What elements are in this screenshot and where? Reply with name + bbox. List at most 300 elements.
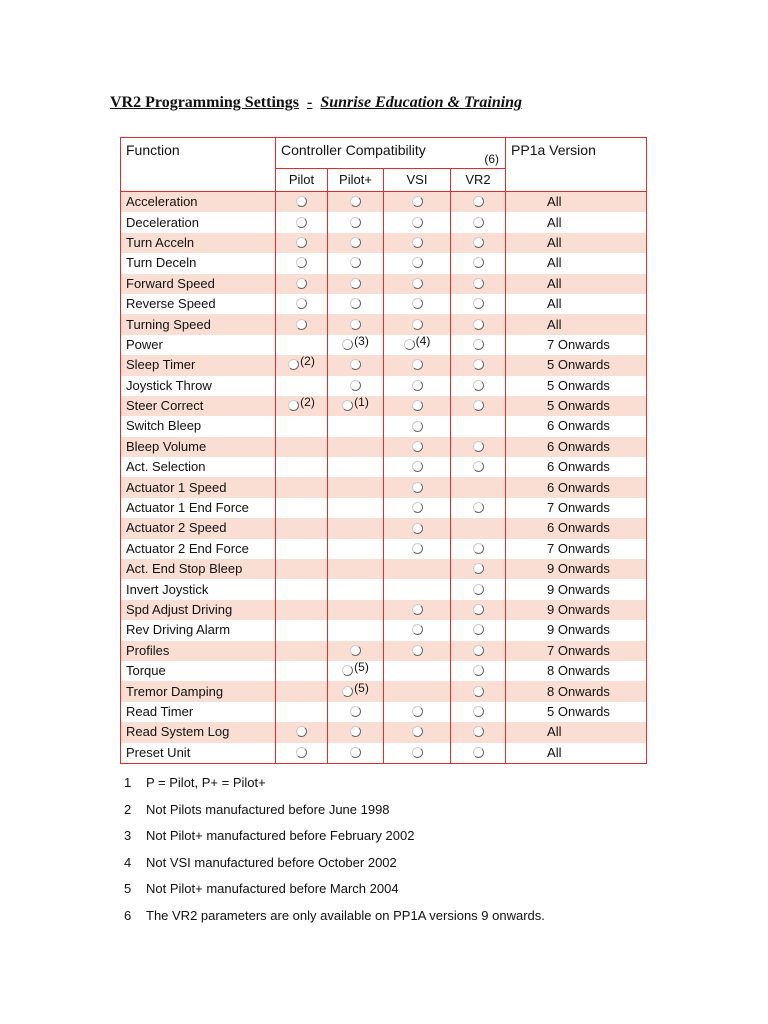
function-cell: Turn Acceln bbox=[121, 233, 276, 253]
function-cell: Steer Correct bbox=[121, 396, 276, 416]
radio-circle-icon bbox=[296, 196, 307, 207]
vsi-cell bbox=[384, 314, 451, 334]
header-compatibility bbox=[276, 138, 506, 169]
vsi-cell bbox=[384, 661, 451, 681]
pilot-plus-cell bbox=[328, 314, 384, 334]
vsi-cell bbox=[384, 539, 451, 559]
table-row bbox=[121, 253, 647, 273]
footnote-text: P = Pilot, P+ = Pilot+ bbox=[146, 775, 266, 790]
footnote-text: Not Pilots manufactured before June 1998 bbox=[146, 801, 390, 817]
radio-circle-icon bbox=[296, 217, 307, 228]
table-body bbox=[121, 192, 647, 764]
function-cell: Read Timer bbox=[121, 702, 276, 722]
vsi-cell bbox=[384, 192, 451, 213]
vr2-cell bbox=[451, 661, 506, 681]
table-row bbox=[121, 661, 647, 681]
radio-circle-icon bbox=[473, 461, 484, 472]
header-vr2: VR2 bbox=[451, 169, 506, 192]
pilot-plus-cell bbox=[328, 743, 384, 764]
vr2-cell bbox=[451, 559, 506, 579]
header-compat-note: (6) bbox=[484, 152, 500, 166]
radio-circle-icon bbox=[296, 726, 307, 737]
version-cell: 7 Onwards bbox=[506, 498, 647, 518]
function-cell: Actuator 2 Speed bbox=[121, 518, 276, 538]
table-row bbox=[121, 477, 647, 497]
pilot-cell bbox=[276, 620, 328, 640]
radio-circle-icon bbox=[473, 584, 484, 595]
pilot-cell bbox=[276, 212, 328, 232]
pilot-cell bbox=[276, 743, 328, 764]
pilot-cell bbox=[276, 416, 328, 436]
vsi-cell bbox=[384, 294, 451, 314]
version-cell: All bbox=[506, 253, 647, 273]
pilot-cell bbox=[276, 274, 328, 294]
table-row bbox=[121, 457, 647, 477]
table-row bbox=[121, 212, 647, 232]
vsi-cell bbox=[384, 743, 451, 764]
version-cell: All bbox=[506, 314, 647, 334]
vr2-cell bbox=[451, 518, 506, 538]
pilot-plus-cell bbox=[328, 661, 384, 681]
header-compatibility-label: Controller Compatibility bbox=[281, 142, 426, 158]
version-cell: 7 Onwards bbox=[506, 335, 647, 355]
pilot-cell bbox=[276, 437, 328, 457]
version-cell: 9 Onwards bbox=[506, 620, 647, 640]
radio-circle-icon bbox=[473, 237, 484, 248]
radio-circle-icon bbox=[473, 196, 484, 207]
function-cell: Spd Adjust Driving bbox=[121, 600, 276, 620]
radio-circle-icon bbox=[473, 665, 484, 676]
radio-circle-icon bbox=[288, 400, 299, 411]
pilot-plus-cell bbox=[328, 396, 384, 416]
pilot-cell bbox=[276, 396, 328, 416]
radio-circle-icon bbox=[412, 196, 423, 207]
vsi-cell bbox=[384, 579, 451, 599]
radio-circle-icon bbox=[350, 217, 361, 228]
vsi-cell bbox=[384, 233, 451, 253]
table-row bbox=[121, 396, 647, 416]
radio-circle-icon bbox=[350, 359, 361, 370]
radio-circle-icon bbox=[412, 706, 423, 717]
vsi-cell bbox=[384, 702, 451, 722]
radio-circle-icon bbox=[350, 319, 361, 330]
radio-circle-icon bbox=[412, 257, 423, 268]
table-row bbox=[121, 192, 647, 213]
radio-circle-icon bbox=[473, 543, 484, 554]
version-cell: 9 Onwards bbox=[506, 579, 647, 599]
function-cell: Rev Driving Alarm bbox=[121, 620, 276, 640]
table-row bbox=[121, 233, 647, 253]
vr2-cell bbox=[451, 416, 506, 436]
pilot-plus-cell bbox=[328, 600, 384, 620]
radio-circle-icon bbox=[473, 686, 484, 697]
pilot-cell bbox=[276, 579, 328, 599]
function-cell: Torque bbox=[121, 661, 276, 681]
pilot-cell bbox=[276, 681, 328, 701]
table-row bbox=[121, 681, 647, 701]
vsi-cell bbox=[384, 498, 451, 518]
function-cell: Profiles bbox=[121, 641, 276, 661]
radio-circle-icon bbox=[412, 726, 423, 737]
table-row bbox=[121, 600, 647, 620]
function-cell: Act. End Stop Bleep bbox=[121, 559, 276, 579]
radio-circle-icon bbox=[412, 645, 423, 656]
table-row bbox=[121, 641, 647, 661]
radio-circle-icon bbox=[412, 604, 423, 615]
version-cell: 9 Onwards bbox=[506, 559, 647, 579]
title-separator: - bbox=[307, 94, 313, 111]
pilot-cell bbox=[276, 355, 328, 375]
function-cell: Bleep Volume bbox=[121, 437, 276, 457]
radio-circle-icon bbox=[473, 706, 484, 717]
footnote-item bbox=[124, 775, 545, 802]
pilot-plus-cell bbox=[328, 518, 384, 538]
version-cell: 6 Onwards bbox=[506, 457, 647, 477]
function-cell: Read System Log bbox=[121, 722, 276, 742]
vr2-cell bbox=[451, 396, 506, 416]
vr2-cell bbox=[451, 641, 506, 661]
pilot-plus-cell bbox=[328, 416, 384, 436]
version-cell: All bbox=[506, 294, 647, 314]
pilot-plus-cell bbox=[328, 722, 384, 742]
vsi-cell bbox=[384, 437, 451, 457]
pilot-plus-cell bbox=[328, 212, 384, 232]
radio-circle-icon bbox=[350, 298, 361, 309]
vr2-cell bbox=[451, 498, 506, 518]
version-cell: 7 Onwards bbox=[506, 641, 647, 661]
radio-circle-icon bbox=[473, 380, 484, 391]
pilot-plus-cell bbox=[328, 335, 384, 355]
function-cell: Sleep Timer bbox=[121, 355, 276, 375]
vsi-cell bbox=[384, 559, 451, 579]
version-cell: 7 Onwards bbox=[506, 539, 647, 559]
pilot-cell bbox=[276, 294, 328, 314]
footnotes bbox=[124, 775, 545, 935]
table-row bbox=[121, 294, 647, 314]
footnote-item bbox=[124, 881, 545, 908]
version-cell: All bbox=[506, 274, 647, 294]
radio-circle-icon bbox=[473, 257, 484, 268]
footnote-text: Not Pilot+ manufactured before February 2002 bbox=[146, 828, 415, 844]
vsi-cell bbox=[384, 355, 451, 375]
radio-circle-icon bbox=[412, 624, 423, 635]
radio-circle-icon bbox=[473, 217, 484, 228]
radio-circle-icon bbox=[342, 339, 353, 350]
radio-circle-icon bbox=[350, 237, 361, 248]
footnote-ref: (3) bbox=[354, 333, 369, 348]
vr2-cell bbox=[451, 376, 506, 396]
footnote-ref: (4) bbox=[415, 333, 431, 348]
radio-circle-icon bbox=[296, 257, 307, 268]
radio-circle-icon bbox=[412, 441, 423, 452]
table-row bbox=[121, 539, 647, 559]
vsi-cell bbox=[384, 396, 451, 416]
radio-circle-icon bbox=[288, 359, 299, 370]
vsi-cell bbox=[384, 253, 451, 273]
vr2-cell bbox=[451, 253, 506, 273]
radio-circle-icon bbox=[473, 747, 484, 758]
vsi-cell bbox=[384, 722, 451, 742]
footnote-text: Not VSI manufactured before October 2002 bbox=[146, 854, 397, 870]
version-cell: 5 Onwards bbox=[506, 376, 647, 396]
vsi-cell bbox=[384, 212, 451, 232]
radio-circle-icon bbox=[473, 604, 484, 615]
version-cell: All bbox=[506, 233, 647, 253]
version-cell: All bbox=[506, 192, 647, 213]
radio-circle-icon bbox=[412, 217, 423, 228]
radio-circle-icon bbox=[296, 298, 307, 309]
pilot-plus-cell bbox=[328, 539, 384, 559]
pilot-plus-cell bbox=[328, 376, 384, 396]
radio-circle-icon bbox=[412, 421, 423, 432]
vr2-cell bbox=[451, 437, 506, 457]
pilot-plus-cell bbox=[328, 681, 384, 701]
vr2-cell bbox=[451, 539, 506, 559]
radio-circle-icon bbox=[350, 645, 361, 656]
pilot-cell bbox=[276, 314, 328, 334]
pilot-plus-cell bbox=[328, 498, 384, 518]
radio-circle-icon bbox=[350, 726, 361, 737]
vsi-cell bbox=[384, 416, 451, 436]
vr2-cell bbox=[451, 212, 506, 232]
vr2-cell bbox=[451, 274, 506, 294]
radio-circle-icon bbox=[412, 502, 423, 513]
vsi-cell bbox=[384, 274, 451, 294]
pilot-plus-cell bbox=[328, 579, 384, 599]
radio-circle-icon bbox=[473, 400, 484, 411]
function-cell: Tremor Damping bbox=[121, 681, 276, 701]
footnote-ref: (2) bbox=[300, 395, 315, 410]
radio-circle-icon bbox=[296, 747, 307, 758]
vsi-cell bbox=[384, 376, 451, 396]
table-row bbox=[121, 335, 647, 355]
vr2-cell bbox=[451, 722, 506, 742]
radio-circle-icon bbox=[296, 278, 307, 289]
vsi-cell bbox=[384, 681, 451, 701]
pilot-cell bbox=[276, 722, 328, 742]
vsi-cell bbox=[384, 518, 451, 538]
vr2-cell bbox=[451, 477, 506, 497]
pilot-cell bbox=[276, 335, 328, 355]
vr2-cell bbox=[451, 355, 506, 375]
pilot-plus-cell bbox=[328, 294, 384, 314]
footnote-text: The VR2 parameters are only available on PP1A versions 9 onwards. bbox=[146, 907, 545, 923]
pilot-cell bbox=[276, 192, 328, 213]
radio-circle-icon bbox=[412, 319, 423, 330]
document-title bbox=[110, 94, 522, 112]
radio-circle-icon bbox=[342, 665, 353, 676]
function-cell: Act. Selection bbox=[121, 457, 276, 477]
footnote-number: 4 bbox=[124, 854, 132, 870]
radio-circle-icon bbox=[473, 298, 484, 309]
version-cell: 5 Onwards bbox=[506, 396, 647, 416]
settings-table bbox=[120, 137, 647, 764]
pilot-cell bbox=[276, 498, 328, 518]
pilot-cell bbox=[276, 376, 328, 396]
vr2-cell bbox=[451, 233, 506, 253]
table-row bbox=[121, 518, 647, 538]
pilot-cell bbox=[276, 539, 328, 559]
pilot-cell bbox=[276, 641, 328, 661]
radio-circle-icon bbox=[473, 278, 484, 289]
radio-circle-icon bbox=[412, 298, 423, 309]
title-org: Sunrise Education & Training bbox=[320, 94, 523, 111]
header-function: Function bbox=[121, 138, 276, 192]
vr2-cell bbox=[451, 702, 506, 722]
vsi-cell bbox=[384, 457, 451, 477]
radio-circle-icon bbox=[404, 339, 415, 350]
pilot-cell bbox=[276, 457, 328, 477]
vr2-cell bbox=[451, 681, 506, 701]
table-row bbox=[121, 376, 647, 396]
function-cell: Turning Speed bbox=[121, 314, 276, 334]
pilot-plus-cell bbox=[328, 233, 384, 253]
radio-circle-icon bbox=[296, 319, 307, 330]
vsi-cell bbox=[384, 477, 451, 497]
table-row bbox=[121, 437, 647, 457]
radio-circle-icon bbox=[412, 380, 423, 391]
vr2-cell bbox=[451, 314, 506, 334]
vr2-cell bbox=[451, 579, 506, 599]
pilot-plus-cell bbox=[328, 192, 384, 213]
version-cell: 8 Onwards bbox=[506, 661, 647, 681]
radio-circle-icon bbox=[412, 482, 423, 493]
function-cell: Forward Speed bbox=[121, 274, 276, 294]
footnote-ref: (5) bbox=[354, 680, 369, 695]
radio-circle-icon bbox=[350, 747, 361, 758]
footnote-item bbox=[124, 828, 545, 855]
function-cell: Turn Deceln bbox=[121, 253, 276, 273]
vsi-cell bbox=[384, 641, 451, 661]
footnote-ref: (2) bbox=[300, 354, 315, 369]
vr2-cell bbox=[451, 620, 506, 640]
pilot-plus-cell bbox=[328, 253, 384, 273]
function-cell: Actuator 1 Speed bbox=[121, 477, 276, 497]
version-cell: 6 Onwards bbox=[506, 416, 647, 436]
table-row bbox=[121, 559, 647, 579]
version-cell: 9 Onwards bbox=[506, 600, 647, 620]
version-cell: 8 Onwards bbox=[506, 681, 647, 701]
pilot-plus-cell bbox=[328, 559, 384, 579]
radio-circle-icon bbox=[350, 257, 361, 268]
vsi-cell bbox=[384, 620, 451, 640]
footnote-number: 5 bbox=[124, 881, 132, 897]
header-version: PP1a Version bbox=[506, 138, 647, 192]
table-row bbox=[121, 722, 647, 742]
radio-circle-icon bbox=[342, 686, 353, 697]
vsi-cell bbox=[384, 600, 451, 620]
radio-circle-icon bbox=[412, 523, 423, 534]
radio-circle-icon bbox=[412, 237, 423, 248]
vr2-cell bbox=[451, 294, 506, 314]
table-row bbox=[121, 274, 647, 294]
version-cell: 6 Onwards bbox=[506, 518, 647, 538]
pilot-cell bbox=[276, 661, 328, 681]
radio-circle-icon bbox=[342, 400, 353, 411]
footnote-item bbox=[124, 855, 545, 882]
function-cell: Switch Bleep bbox=[121, 416, 276, 436]
pilot-cell bbox=[276, 559, 328, 579]
version-cell: 5 Onwards bbox=[506, 702, 647, 722]
table-row bbox=[121, 416, 647, 436]
table-row bbox=[121, 498, 647, 518]
pilot-cell bbox=[276, 600, 328, 620]
table-row bbox=[121, 702, 647, 722]
table-row bbox=[121, 314, 647, 334]
pilot-cell bbox=[276, 702, 328, 722]
function-cell: Reverse Speed bbox=[121, 294, 276, 314]
version-cell: All bbox=[506, 743, 647, 764]
vr2-cell bbox=[451, 192, 506, 213]
function-cell: Invert Joystick bbox=[121, 579, 276, 599]
vr2-cell bbox=[451, 457, 506, 477]
radio-circle-icon bbox=[473, 441, 484, 452]
footnote-item bbox=[124, 802, 545, 829]
radio-circle-icon bbox=[350, 278, 361, 289]
version-cell: 5 Onwards bbox=[506, 355, 647, 375]
vr2-cell bbox=[451, 600, 506, 620]
radio-circle-icon bbox=[473, 339, 484, 350]
pilot-plus-cell bbox=[328, 437, 384, 457]
table-row bbox=[121, 620, 647, 640]
vr2-cell bbox=[451, 335, 506, 355]
table-row bbox=[121, 355, 647, 375]
radio-circle-icon bbox=[412, 359, 423, 370]
radio-circle-icon bbox=[296, 237, 307, 248]
version-cell: 6 Onwards bbox=[506, 437, 647, 457]
radio-circle-icon bbox=[350, 706, 361, 717]
version-cell: All bbox=[506, 212, 647, 232]
footnote-text: Not Pilot+ manufactured before March 2004 bbox=[146, 881, 399, 897]
radio-circle-icon bbox=[350, 196, 361, 207]
pilot-plus-cell bbox=[328, 702, 384, 722]
radio-circle-icon bbox=[473, 359, 484, 370]
pilot-plus-cell bbox=[328, 620, 384, 640]
radio-circle-icon bbox=[350, 380, 361, 391]
footnote-ref: (5) bbox=[354, 660, 369, 675]
footnote-item bbox=[124, 908, 545, 935]
pilot-plus-cell bbox=[328, 274, 384, 294]
function-cell: Joystick Throw bbox=[121, 376, 276, 396]
pilot-cell bbox=[276, 253, 328, 273]
footnote-number: 1 bbox=[124, 775, 132, 790]
radio-circle-icon bbox=[473, 624, 484, 635]
radio-circle-icon bbox=[473, 319, 484, 330]
radio-circle-icon bbox=[473, 502, 484, 513]
table-row bbox=[121, 579, 647, 599]
table-row bbox=[121, 743, 647, 764]
function-cell: Preset Unit bbox=[121, 743, 276, 764]
pilot-plus-cell bbox=[328, 457, 384, 477]
function-cell: Actuator 2 End Force bbox=[121, 539, 276, 559]
function-cell: Power bbox=[121, 335, 276, 355]
header-vsi: VSI bbox=[384, 169, 451, 192]
header-pilot-plus: Pilot+ bbox=[328, 169, 384, 192]
radio-circle-icon bbox=[473, 726, 484, 737]
pilot-plus-cell bbox=[328, 641, 384, 661]
radio-circle-icon bbox=[412, 278, 423, 289]
function-cell: Actuator 1 End Force bbox=[121, 498, 276, 518]
vr2-cell bbox=[451, 743, 506, 764]
title-main: VR2 Programming Settings bbox=[110, 94, 300, 111]
radio-circle-icon bbox=[473, 645, 484, 656]
pilot-plus-cell bbox=[328, 355, 384, 375]
pilot-cell bbox=[276, 518, 328, 538]
version-cell: 6 Onwards bbox=[506, 477, 647, 497]
pilot-cell bbox=[276, 233, 328, 253]
function-cell: Acceleration bbox=[121, 192, 276, 213]
version-cell: All bbox=[506, 722, 647, 742]
